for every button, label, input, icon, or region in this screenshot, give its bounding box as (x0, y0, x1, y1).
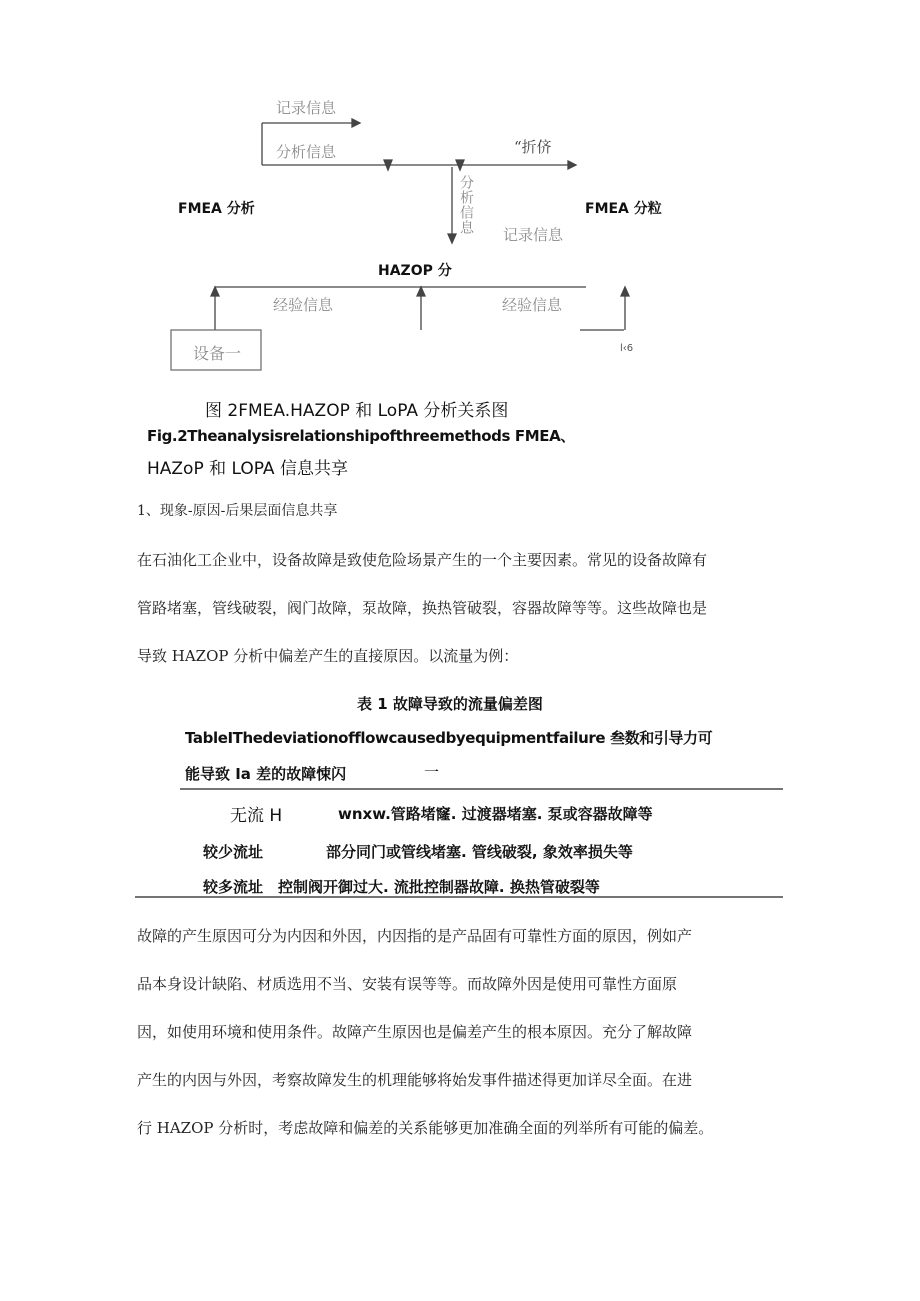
table-row2-deviation: 较少流址 (203, 843, 264, 861)
experience-info-label-left: 经验信息 (273, 296, 334, 314)
experience-info-label-right: 经验信息 (502, 296, 563, 314)
table-row3-deviation: 较多流址 (203, 878, 264, 896)
paragraph2-line5: 行 HAZOP 分析时，考虑故障和偏差的关系能够更加准确全面的列举所有可能的偏差。 (137, 1119, 714, 1137)
table-row1-deviation: 无流 H (230, 806, 283, 826)
table-title-en-line2: 能导致 Ia 差的故障悚闪 (185, 765, 347, 783)
record-info-label-mid: 记录信息 (503, 226, 564, 244)
analysis-info-label-right: “折侪 (514, 138, 552, 156)
paragraph2-line2: 品本身设计缺陷、材质选用不当、安装有误等等。而故障外因是使用可靠性方面原 (137, 975, 678, 993)
figure-caption-zh: 图 2FMEA.HAZOP 和 LoPA 分析关系图 (205, 401, 509, 421)
vertical-analysis-info-label: 分析信息 (458, 175, 474, 235)
record-info-label-top: 记录信息 (276, 99, 337, 117)
table-title-dash: 一 (424, 763, 440, 781)
table-row1-causes: wnxw.管路堵窿. 过渡器堵塞. 泵或容器故障等 (338, 805, 653, 823)
analysis-info-label-left: 分析信息 (276, 143, 337, 161)
device-label: 设备一 (193, 344, 242, 363)
hazop-label: HAZOP 分 (378, 263, 452, 279)
paragraph1-line1: 在石油化工企业中，设备故障是致使危险场景产生的一个主要因素。常见的设备故障有 (137, 551, 708, 569)
paragraph2-line3: 因，如使用环境和使用条件。故障产生原因也是偏差产生的根本原因。充分了解故障 (137, 1023, 693, 1041)
table-row3-causes: 控制阀开御过大. 流批控制器故障. 换热管破裂等 (278, 878, 600, 896)
fmea-label-left: FMEA 分析 (178, 201, 255, 217)
table-title-en-line1: TableIThedeviationofflowcausedbyequipmentfailure 叁数和引导力可 (185, 729, 713, 747)
paragraph1-line3: 导致 HAZOP 分析中偏差产生的直接原因。以流量为例： (137, 647, 519, 665)
table-row2-causes: 部分同门或管线堵塞. 管线破裂, 象效率损失等 (326, 843, 633, 861)
figure-caption-en-line1: Fig.2Theanalysisrelationshipofthreemethods FMEA、 (147, 427, 575, 445)
paragraph2-line4: 产生的内因与外因，考察故障发生的机理能够将始发事件描述得更加详尽全面。在进 (137, 1071, 693, 1089)
lopa-fragment-label: l‹6 (620, 343, 634, 354)
fmea-label-right: FMEA 分粒 (585, 201, 662, 217)
section-heading: 1、现象-原因-后果层面信息共享 (137, 503, 338, 519)
paragraph2-line1: 故障的产生原因可分为内因和外因，内因指的是产品固有可靠性方面的原因，例如产 (137, 927, 693, 945)
figure-caption-en-line2: HAZoP 和 LOPA 信息共享 (147, 459, 348, 479)
paragraph1-line2: 管路堵塞，管线破裂，阀门故障，泵故障，换热管破裂，容器故障等等。这些故障也是 (137, 599, 708, 617)
table-title: 表 1 故障导致的流量偏差图 (357, 695, 543, 713)
